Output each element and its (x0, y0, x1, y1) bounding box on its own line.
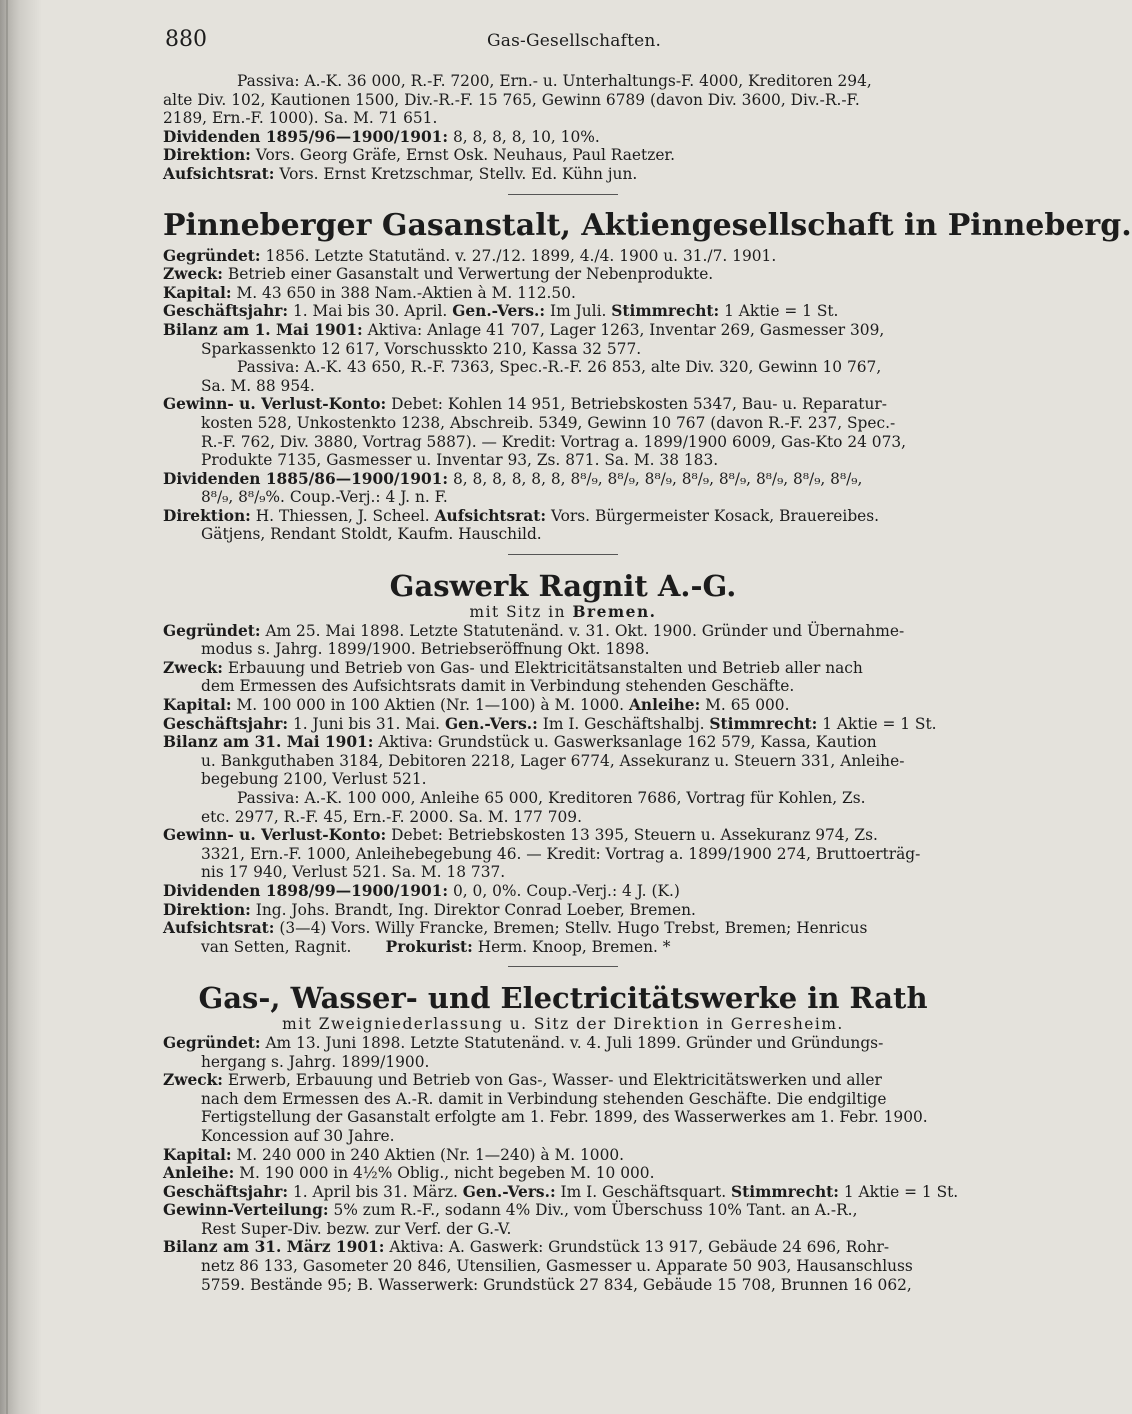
stimmrecht-label: Stimmrecht: (731, 1182, 839, 1201)
page-content (163, 72, 1132, 1294)
zweck-value: Betrieb einer Gasanstalt und Verwertung der Nebenprodukte. (227, 265, 714, 284)
dividenden-value: 8, 8, 8, 8, 8, 8, 8⁸/₉, 8⁸/₉, 8⁸/₉, 8⁸/₉, 8⁸/₉, 8⁸/₉, 8⁸/₉, 8⁸/₉, (452, 469, 863, 488)
aufsichtsrat-line (163, 165, 963, 184)
bilanz-line (163, 733, 963, 752)
gegruendet-label: Gegründet: (163, 1033, 261, 1052)
section-divider (508, 554, 618, 555)
guv-line: R.-F. 762, Div. 3880, Vortrag 5887). — Kredit: Vortrag a. 1899/1900 6009, Gas-Kto 24 073, (201, 432, 907, 451)
guv-value: Debet: Betriebskosten 13 395, Steuern u. Assekuranz 974, Zs. (391, 826, 878, 845)
anleihe-value: M. 65 000. (705, 696, 790, 715)
company-subtitle: mit Zweigniederlassung u. Sitz der Direktion in Gerresheim. (282, 1015, 844, 1034)
geschaeftsjahr-value: 1. April bis 31. März. (292, 1182, 458, 1201)
stimmrecht-label: Stimmrecht: (611, 302, 720, 321)
bilanz-label: Bilanz am 31. Mai 1901: (163, 733, 374, 752)
previous-entry-continuation (163, 72, 963, 184)
bilanz-aktiva: Aktiva: Anlage 41 707, Lager 1263, Inventar 269, Gasmesser 309, (367, 320, 885, 339)
direktion-line (163, 507, 963, 526)
gen-vers-label: Gen.-Vers.: (444, 714, 538, 733)
direktion-label: Direktion: (163, 900, 251, 919)
zweck-line (163, 1071, 963, 1090)
zweck-label: Zweck: (163, 658, 223, 677)
dividenden-line (163, 470, 963, 489)
dividenden-label: Dividenden 1885/86—1900/1901: (163, 469, 449, 488)
dividenden-label: Dividenden 1898/99—1900/1901: (163, 881, 449, 900)
bilanz-label: Bilanz am 31. März 1901: (163, 1238, 385, 1257)
bilanz-line: u. Bankguthaben 3184, Debitoren 2218, Lager 6774, Assekuranz u. Steuern 331, Anleihe- (201, 751, 905, 770)
bilanz-line (163, 1238, 963, 1257)
bilanz-line (163, 321, 963, 340)
entry-pinneberg (163, 207, 1132, 545)
section-divider (508, 194, 618, 195)
bilanz-aktiva: Aktiva: A. Gaswerk: Grundstück 13 917, Gebäude 24 696, Rohr- (389, 1238, 890, 1257)
gegruendet-line (163, 247, 963, 266)
zweck-line: dem Ermessen des Aufsichtsrats damit in Verbindung stehenden Geschäfte. (201, 677, 795, 696)
dividenden-value: 8, 8, 8, 8, 10, 10%. (452, 127, 600, 146)
entry-ragnit (163, 569, 963, 956)
section-divider (508, 966, 618, 967)
passiva-line: Sa. M. 88 954. (201, 376, 315, 395)
direktion-label: Direktion: (163, 506, 251, 525)
stimmrecht-value: 1 Aktie = 1 St. (822, 714, 937, 733)
kapital-value: M. 240 000 in 240 Aktien (Nr. 1—240) à M. 1000. (236, 1145, 625, 1164)
stimmrecht-value: 1 Aktie = 1 St. (843, 1182, 959, 1201)
gegruendet-value: 1856. Letzte Statutänd. v. 27./12. 1899, 4./4. 1900 u. 31./7. 1901. (265, 246, 777, 265)
passiva-line: etc. 2977, R.-F. 45, Ern.-F. 2000. Sa. M. 177 709. (201, 807, 582, 826)
guv-line: 3321, Ern.-F. 1000, Anleihebegebung 46. — Kredit: Vortrag a. 1899/1900 274, Bruttoerträg- (201, 844, 921, 863)
stimmrecht-value: 1 Aktie = 1 St. (724, 302, 839, 321)
bilanz-line: 5759. Bestände 95; B. Wasserwerk: Grundstück 27 834, Gebäude 15 708, Brunnen 16 062, (201, 1275, 912, 1294)
dividenden-line: 8⁸/₉, 8⁸/₉%. Coup.-Verj.: 4 J. n. F. (201, 488, 448, 507)
company-title: Gaswerk Ragnit A.-G. (389, 569, 737, 604)
kapital-label: Kapital: (163, 283, 232, 302)
geschaeftsjahr-value: 1. Mai bis 30. April. (292, 302, 448, 321)
kapital-line (163, 1146, 963, 1165)
anleihe-line (163, 1164, 963, 1183)
passiva-line: alte Div. 102, Kautionen 1500, Div.-R.-F. 15 765, Gewinn 6789 (davon Div. 3600, Div.-R.-F. (163, 90, 860, 109)
entry-rath (163, 981, 963, 1294)
gewinn-verteilung-line: Rest Super-Div. bezw. zur Verf. der G.-V. (201, 1219, 512, 1238)
dividenden-line (163, 882, 963, 901)
aufsichtsrat-line (163, 938, 963, 957)
aufsichtsrat-value: (3—4) Vors. Willy Francke, Bremen; Stellv. Hugo Trebst, Bremen; Henricus (279, 919, 868, 938)
gewinn-verteilung-value: 5% zum R.-F., sodann 4% Div., vom Überschuss 10% Tant. an A.-R., (333, 1201, 858, 1220)
geschaeftsjahr-label: Geschäftsjahr: (163, 302, 289, 321)
bilanz-line: netz 86 133, Gasometer 20 846, Utensilien, Gasmesser u. Apparate 50 903, Hausanschluss (201, 1257, 913, 1276)
dividenden-line (163, 128, 963, 147)
guv-line: Produkte 7135, Gasmesser u. Inventar 93, Zs. 871. Sa. M. 38 183. (201, 451, 719, 470)
zweck-label: Zweck: (163, 265, 223, 284)
aufsichtsrat-label: Aufsichtsrat: (163, 919, 275, 938)
bilanz-label: Bilanz am 1. Mai 1901: (163, 320, 363, 339)
company-title: Gas-, Wasser- und Electricitätswerke in Rath (198, 981, 928, 1016)
geschaeftsjahr-line (163, 1183, 963, 1202)
zweck-value: Erwerb, Erbauung und Betrieb von Gas-, Wasser- und Elektricitätswerken und aller (227, 1071, 882, 1090)
gen-vers-label: Gen.-Vers.: (452, 302, 546, 321)
direktion-value: Ing. Johs. Brandt, Ing. Direktor Conrad Loeber, Bremen. (255, 900, 696, 919)
direktion-value: Vors. Georg Gräfe, Ernst Osk. Neuhaus, Paul Raetzer. (255, 146, 675, 165)
gen-vers-value: Im I. Geschäftsquart. (560, 1182, 727, 1201)
passiva-line: Passiva: A.-K. 43 650, R.-F. 7363, Spec.-R.-F. 26 853, alte Div. 320, Gewinn 10 767, (237, 358, 882, 377)
stimmrecht-label: Stimmrecht: (709, 714, 818, 733)
geschaeftsjahr-line (163, 302, 963, 321)
zweck-line: Koncession auf 30 Jahre. (201, 1126, 395, 1145)
anleihe-value: M. 190 000 in 4½% Oblig., nicht begeben M. 10 000. (239, 1164, 655, 1183)
kapital-label: Kapital: (163, 1145, 232, 1164)
zweck-label: Zweck: (163, 1071, 223, 1090)
bilanz-aktiva: Aktiva: Grundstück u. Gaswerksanlage 162 579, Kassa, Kaution (378, 733, 877, 752)
gegruendet-value: Am 25. Mai 1898. Letzte Statutenänd. v. 31. Okt. 1900. Gründer und Übernahme- (265, 621, 905, 640)
zweck-line (163, 265, 963, 284)
passiva-line: 2189, Ern.-F. 1000). Sa. M. 71 651. (163, 109, 438, 128)
page-number: 880 (165, 27, 207, 52)
company-subtitle (163, 603, 963, 622)
gegruendet-line (163, 622, 963, 641)
kapital-value: M. 43 650 in 388 Nam.-Aktien à M. 112.50. (236, 283, 576, 302)
gewinn-verteilung-label: Gewinn-Verteilung: (163, 1201, 329, 1220)
zweck-line (163, 659, 963, 678)
guv-line: kosten 528, Unkostenkto 1238, Abschreib. 5349, Gewinn 10 767 (davon R.-F. 237, Spec.- (201, 413, 896, 432)
zweck-line: Fertigstellung der Gasanstalt erfolgte am 1. Febr. 1899, des Wasserwerkes am 1. Febr. 1900. (201, 1108, 928, 1127)
guv-line (163, 826, 963, 845)
aufsichtsrat-line (163, 919, 963, 938)
kapital-value: M. 100 000 in 100 Aktien (Nr. 1—100) à M. 1000. (236, 696, 625, 715)
gen-vers-label: Gen.-Vers.: (462, 1182, 556, 1201)
gen-vers-value: Im Juli. (550, 302, 607, 321)
guv-line: nis 17 940, Verlust 521. Sa. M. 18 737. (201, 863, 506, 882)
zweck-line: nach dem Ermessen des A.-R. damit in Verbindung stehenden Geschäfte. Die endgiltige (201, 1089, 887, 1108)
kapital-line (163, 696, 963, 715)
aufsichtsrat-value: Vors. Ernst Kretzschmar, Stellv. Ed. Kühn jun. (279, 164, 638, 183)
aufsichtsrat-value: Vors. Bürgermeister Kosack, Brauereibes. (550, 506, 880, 525)
anleihe-label: Anleihe: (163, 1164, 235, 1183)
zweck-value: Erbauung und Betrieb von Gas- und Elektricitätsanstalten und Betrieb aller nach (227, 658, 863, 677)
direktion-label: Direktion: (163, 146, 251, 165)
dividenden-value: 0, 0, 0%. Coup.-Verj.: 4 J. (K.) (452, 881, 680, 900)
geschaeftsjahr-value: 1. Juni bis 31. Mai. (292, 714, 441, 733)
passiva-line: Passiva: A.-K. 36 000, R.-F. 7200, Ern.- u. Unterhaltungs-F. 4000, Kreditoren 294, (237, 72, 872, 90)
anleihe-label: Anleihe: (628, 696, 701, 715)
guv-line (163, 395, 963, 414)
gegruendet-line (163, 1034, 963, 1053)
prokurist-value: Herm. Knoop, Bremen. * (477, 937, 671, 956)
gen-vers-value: Im I. Geschäftshalbj. (542, 714, 705, 733)
gegruendet-label: Gegründet: (163, 246, 261, 265)
prokurist-label: Prokurist: (385, 937, 473, 956)
dividenden-label: Dividenden 1895/96—1900/1901: (163, 127, 449, 146)
gegruendet-line: hergang s. Jahrg. 1899/1900. (201, 1052, 430, 1071)
aufsichtsrat-line: Gätjens, Rendant Stoldt, Kaufm. Hauschild. (201, 525, 542, 544)
gegruendet-line: modus s. Jahrg. 1899/1900. Betriebseröffnung Okt. 1898. (201, 640, 650, 659)
guv-value: Debet: Kohlen 14 951, Betriebskosten 5347, Bau- u. Reparatur- (391, 395, 887, 414)
geschaeftsjahr-line (163, 715, 963, 734)
aufsichtsrat-value: van Setten, Ragnit. (201, 937, 352, 956)
company-title: Pinneberger Gasanstalt, Aktiengesellschaft in Pinneberg. (163, 207, 1132, 243)
passiva-line: Passiva: A.-K. 100 000, Anleihe 65 000, Kreditoren 7686, Vortrag für Kohlen, Zs. (237, 789, 866, 807)
direktion-value: H. Thiessen, J. Scheel. (255, 506, 430, 525)
subtitle-text: mit Sitz in (469, 603, 573, 622)
kapital-label: Kapital: (163, 696, 232, 715)
running-head: Gas-Gesellschaften. (487, 31, 662, 51)
geschaeftsjahr-label: Geschäftsjahr: (163, 714, 289, 733)
gewinn-verteilung-line (163, 1201, 963, 1220)
gegruendet-value: Am 13. Juni 1898. Letzte Statutenänd. v. 4. Juli 1899. Gründer und Gründungs- (265, 1033, 884, 1052)
guv-label: Gewinn- u. Verlust-Konto: (163, 826, 387, 845)
direktion-line (163, 901, 963, 920)
bilanz-line: begebung 2100, Verlust 521. (201, 770, 427, 789)
bilanz-line: Sparkassenkto 12 617, Vorschusskto 210, Kassa 32 577. (201, 339, 642, 358)
geschaeftsjahr-label: Geschäftsjahr: (163, 1182, 289, 1201)
gegruendet-label: Gegründet: (163, 621, 261, 640)
kapital-line (163, 284, 963, 303)
subtitle-city: Bremen. (572, 603, 657, 622)
aufsichtsrat-label: Aufsichtsrat: (163, 164, 275, 183)
direktion-line (163, 146, 963, 165)
aufsichtsrat-label: Aufsichtsrat: (434, 506, 547, 525)
page-binding-shadow (0, 0, 42, 1414)
guv-label: Gewinn- u. Verlust-Konto: (163, 395, 387, 414)
